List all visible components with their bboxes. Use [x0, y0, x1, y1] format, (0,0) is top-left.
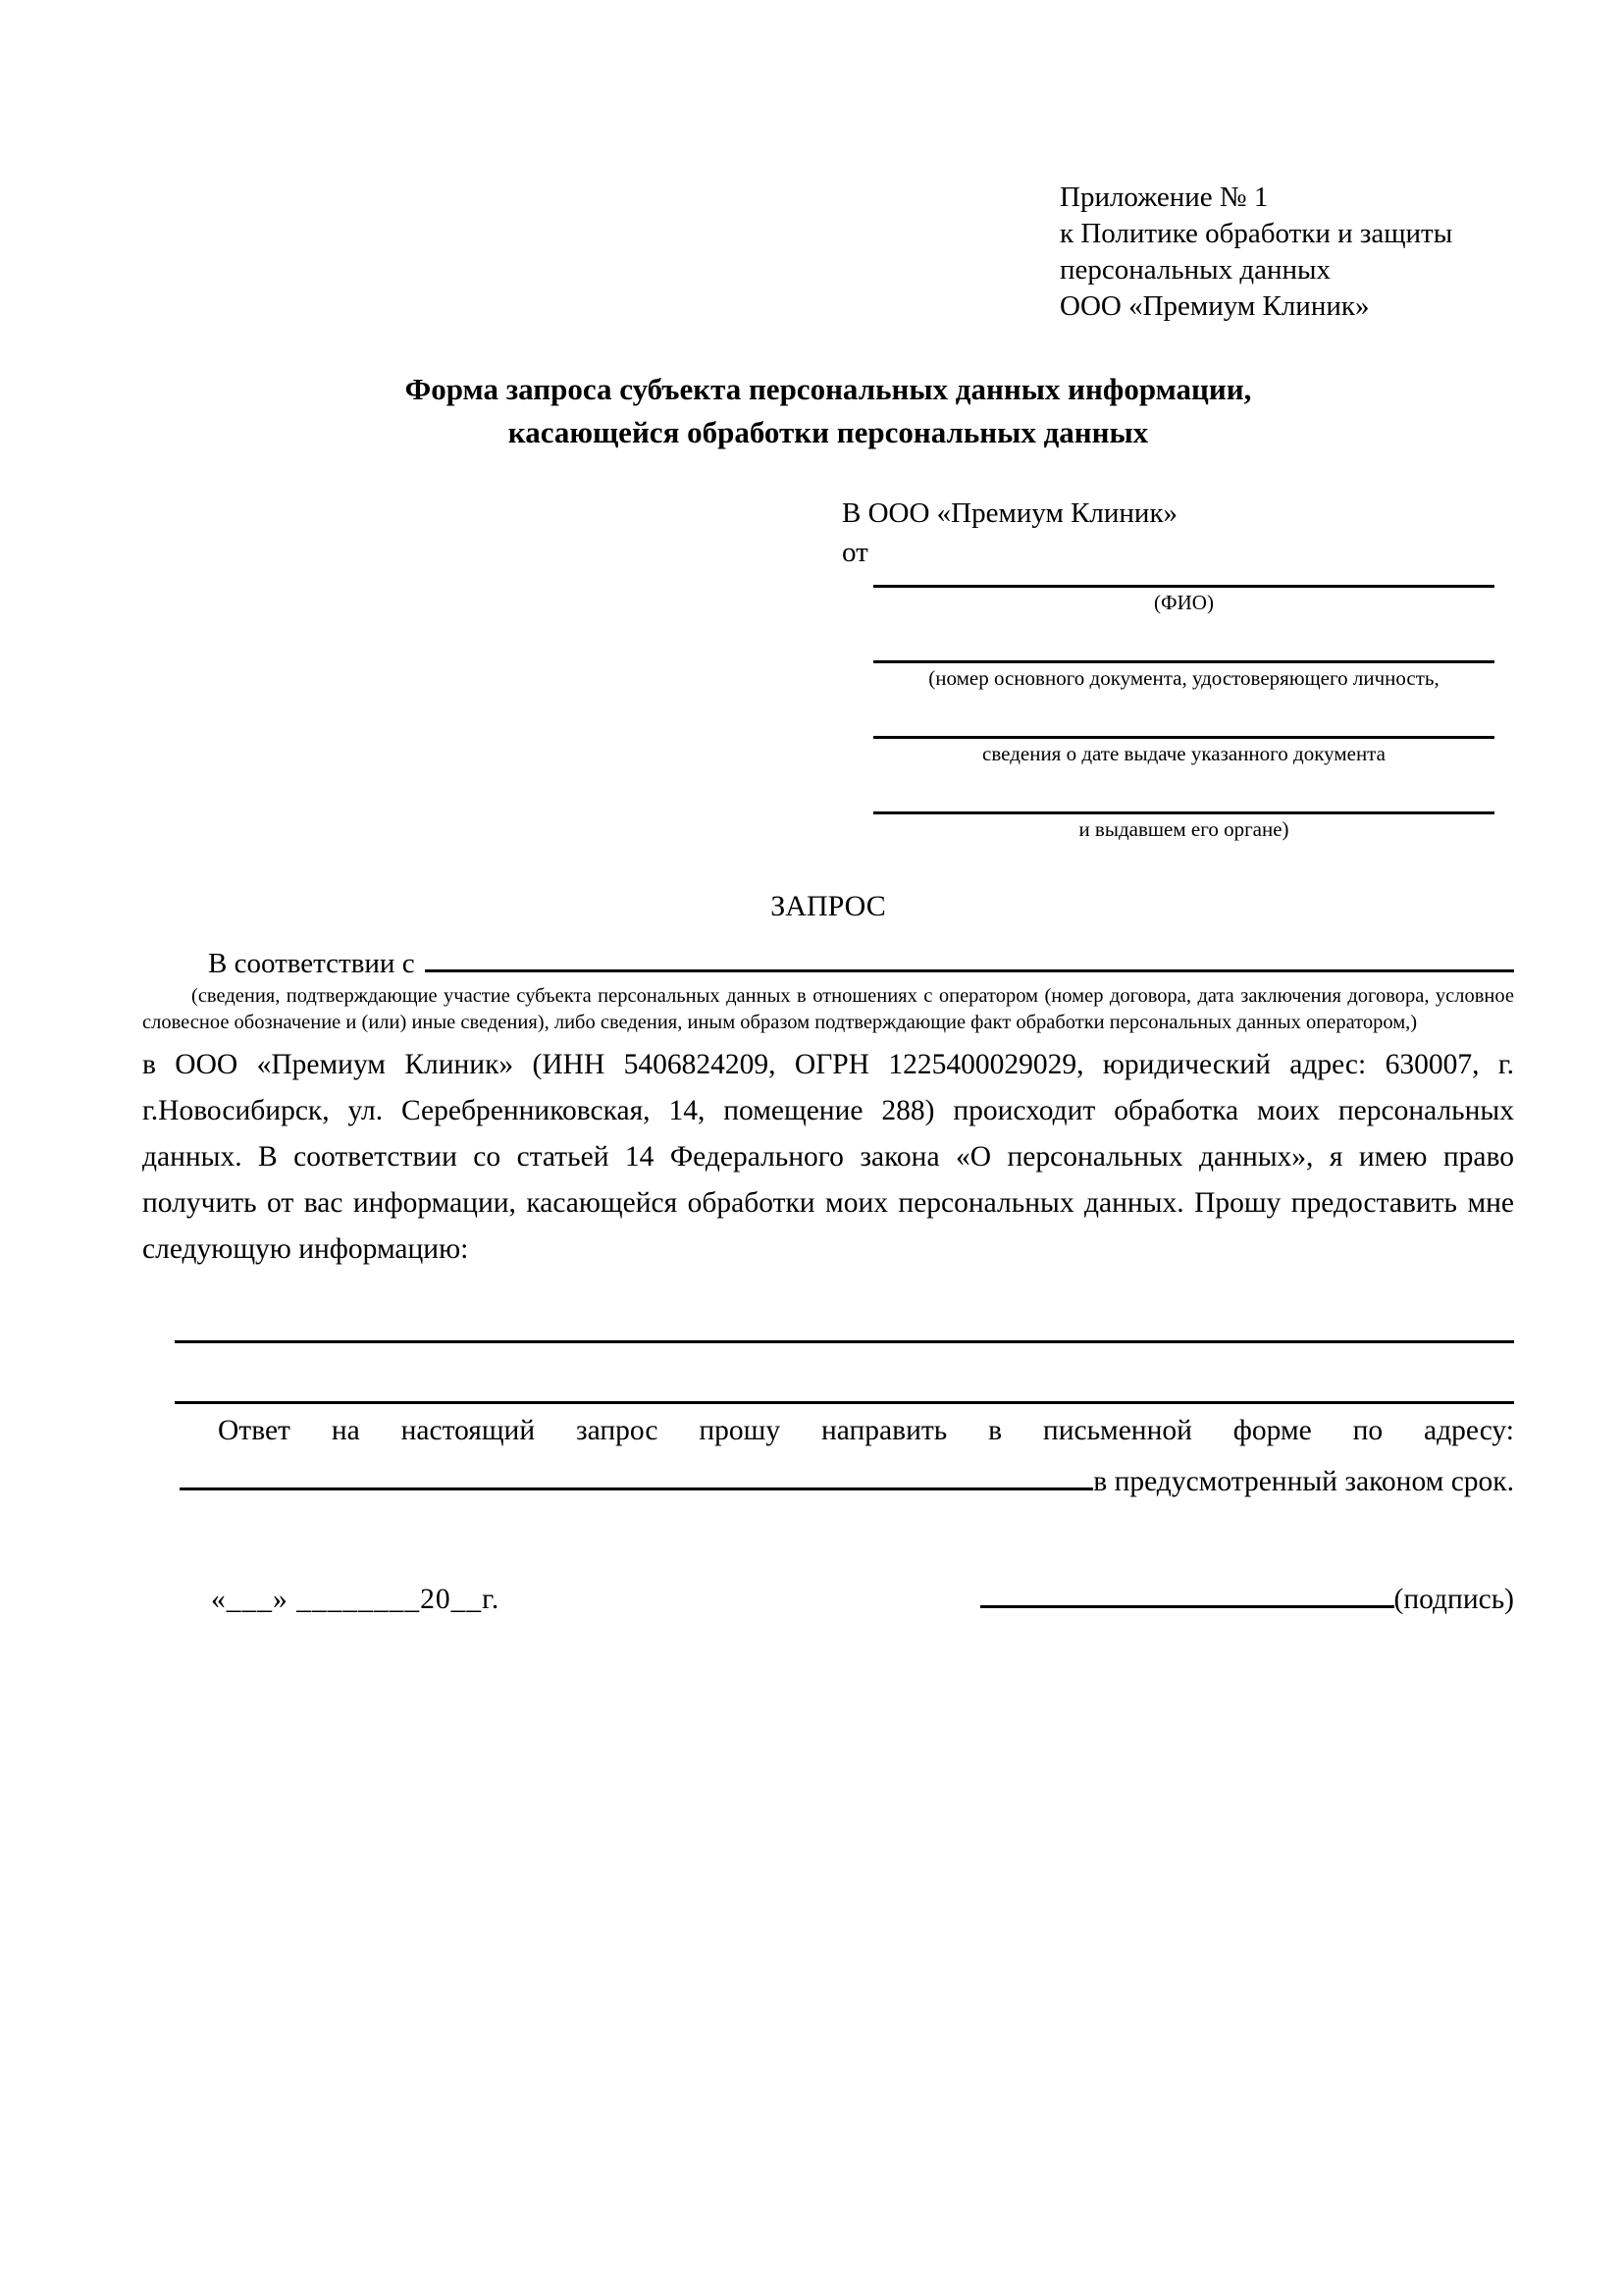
- reply-address-line: [142, 1453, 1514, 1504]
- fio-caption: (ФИО): [1154, 591, 1214, 614]
- signature-caption: (подпись): [1393, 1584, 1514, 1615]
- document-title-line-1: Форма запроса субъекта персональных данных информации,: [404, 372, 1252, 406]
- intro-line: [142, 939, 1514, 983]
- appendix-header-line: персональных данных: [1060, 254, 1332, 286]
- intro-text: В соответствии с: [208, 948, 415, 979]
- reply-paragraph: Ответ на настоящий запрос прошу направить в письменной форме по адресу:: [218, 1415, 1514, 1446]
- doc-issuer-caption: и выдавшем его органе): [1078, 817, 1289, 841]
- doc-number-field: [842, 653, 1514, 692]
- doc-date-caption: сведения о дате выдаче указанного документа: [982, 742, 1386, 765]
- info-blank-line-1: [175, 1333, 1514, 1343]
- appendix-header-line: Приложение № 1: [1060, 182, 1269, 213]
- document-title: [142, 368, 1514, 454]
- doc-issuer-blank-line: [873, 805, 1494, 814]
- doc-date-blank-line: [873, 729, 1494, 739]
- doc-number-caption: (номер основного документа, удостоверяющего личность,: [928, 666, 1440, 690]
- addressee-to: В ООО «Премиум Клиник»: [842, 497, 1178, 529]
- document-title-line-2: касающейся обработки персональных данных: [507, 415, 1149, 449]
- intro-blank-line: [425, 939, 1514, 972]
- fio-field: [842, 578, 1514, 616]
- date-blank-text: «___» ________20__г.: [211, 1584, 500, 1615]
- appendix-header-line: ООО «Премиум Клиник»: [1060, 290, 1370, 322]
- info-blank-line-2: [175, 1394, 1514, 1404]
- appendix-header-line: к Политике обработки и защиты: [1060, 218, 1453, 249]
- fio-blank-line: [873, 578, 1494, 588]
- doc-date-field: [842, 729, 1514, 767]
- addressee-from-label: от: [842, 537, 868, 568]
- footnote-text: (сведения, подтверждающие участие субъекта персональных данных в отношениях с оператором (номер договора, дата заключения договора, условное словесное обозначение и (или) иные сведения), либо сведения, иным образом подтверждающие факт обработки персональных данных оператором,): [142, 985, 1514, 1033]
- signature-row: [142, 1571, 1514, 1621]
- addressee-block: [842, 494, 1514, 843]
- appendix-header: [1060, 180, 1514, 325]
- request-heading: ЗАПРОС: [770, 890, 886, 922]
- doc-number-blank-line: [873, 653, 1494, 663]
- doc-issuer-field: [842, 805, 1514, 843]
- signature-blank-line: [980, 1571, 1394, 1608]
- reply-tail-text: в предусмотренный законом срок.: [1093, 1466, 1514, 1497]
- body-paragraph: в ООО «Премиум Клиник» (ИНН 5406824209, ОГРН 1225400029029, юридический адрес: 630007, г. г.Новосибирск, ул. Серебренниковская, 14, помещение 288) происходит обработка моих персональных данных. В соответствии со статьей 14 Федерального закона «О персональных данных», я имею право получить от вас информации, касающейся обработки моих персональных данных. Прошу предоставить мне следующую информацию:: [142, 1049, 1514, 1265]
- reply-blank-line: [180, 1453, 1093, 1490]
